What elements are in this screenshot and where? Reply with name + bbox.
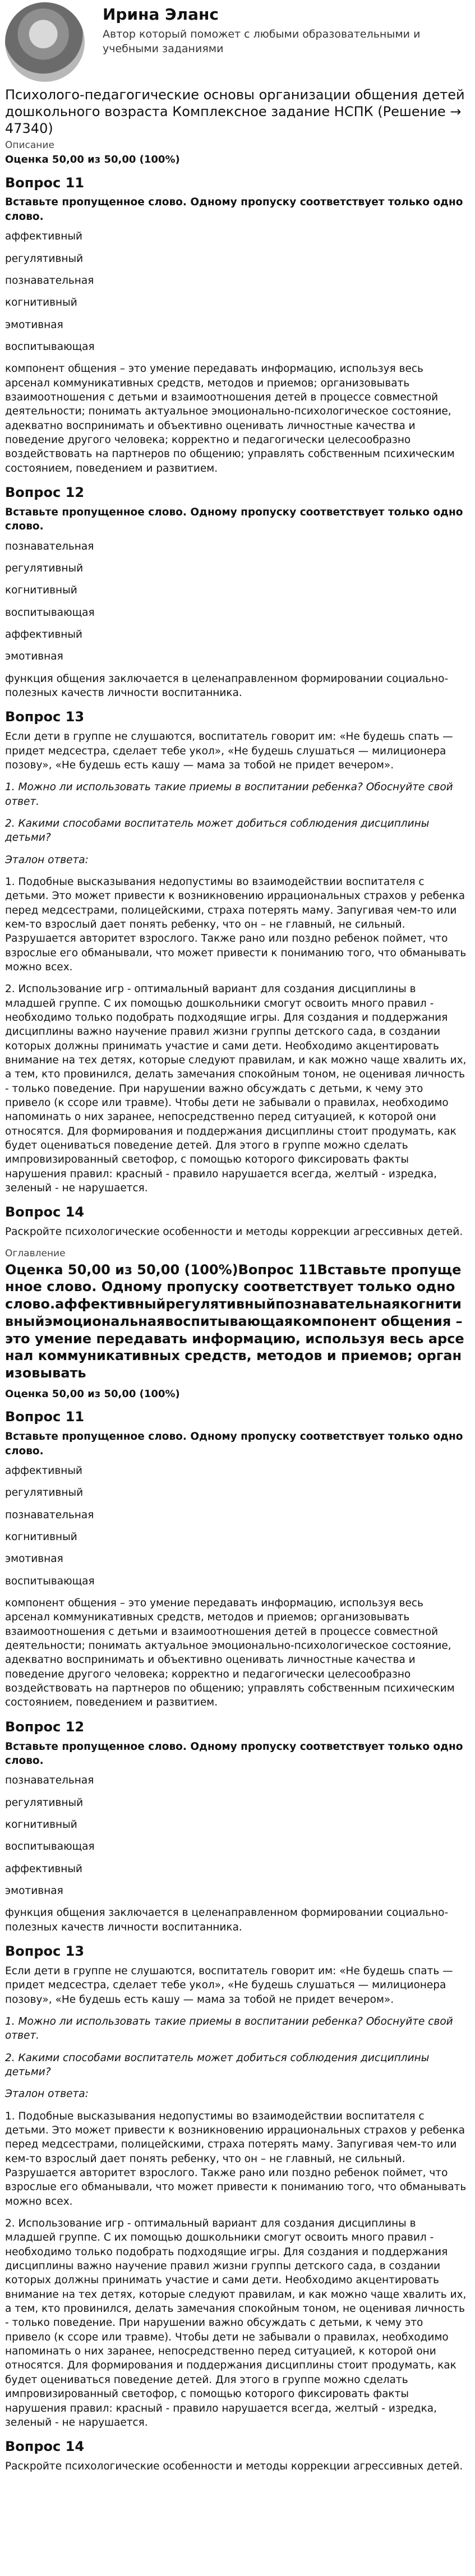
answer-label: Эталон ответа: (5, 854, 89, 866)
question-title: Вопрос 12 (5, 484, 85, 500)
document-title: Психолого-педагогические основы организации общения детей дошкольного возраста Комплексное задание НСПК (Решение → 47340) (5, 87, 465, 136)
author-info (103, 2, 467, 56)
option-item: когнитивный (5, 1531, 77, 1543)
question-prompt: Вставьте пропущенное слово. Одному пропуску соответствует только одно слово. (5, 506, 463, 533)
option-item: эмотивная (5, 1553, 63, 1565)
option-item: аффективный (5, 628, 82, 640)
score-text-repeat: Оценка 50,00 из 50,00 (100%) (5, 1388, 180, 1400)
sub-question: 1. Можно ли использовать такие приемы в воспитании ребенка? Обоснуйте свой ответ. (5, 2015, 453, 2042)
score-text: Оценка 50,00 из 50,00 (100%) (5, 153, 180, 165)
question-title: Вопрос 13 (5, 1943, 85, 1959)
option-item: аффективный (5, 1863, 82, 1875)
option-item: регулятивный (5, 1487, 84, 1499)
question-intro: Если дети в группе не слушаются, воспитатель говорит им: «Не будешь спать — придет медсестра, сделает тебе укол», «Не будешь слушаться — милиционера позову», «Не будешь есть кашу — мама за тобой не придет вечером». (5, 1965, 453, 2006)
question-text: компонент общения – это умение передавать информацию, используя весь арсенал коммуникативных средств, методов и приемов; организовывать взаимоотношения с детьми и взаимоотношения детей в процессе совместной деятельности; понимать актуальное эмоционально-психологическое состояние, адекватно воспринимать и объективно оценивать личностные качества и поведение другого человека; корректно и педагогически целесообразно воздействовать на партнеров по общению; управлять собственным психическим состоянием, поведением и развитием. (5, 1597, 455, 1709)
option-item: когнитивный (5, 1818, 77, 1831)
answer-text: 2. Использование игр - оптимальный вариант для создания дисциплины в младшей группе. С их помощью дошкольники смогут освоить много правил - необходимо только подобрать подходящие игры. Для создания и поддержания дисциплины важно научение правил жизни группы детского сада, в создании которых должны принимать участие и сами дети. Необходимо акцентировать внимание на тех детях, которые следуют правилам, и как можно чаще хвалить их, а тем, кто провинился, делать замечания спокойным тоном, не оценивая личность - только поведение. При нарушении важно обсуждать с детьми, к чему это привело (к ссоре или травме). Чтобы дети не забывали о правилах, необходимо напоминать о них заранее, непосредственно перед ситуацией, к которой они относятся. Для формирования и поддержания дисциплины стоит продумать, как будет оцениваться поведение детей. Для этого в группе можно сделать импровизированный светофор, с помощью которого фиксировать факты нарушения правил: красный - правило нарушается всегда, желтый - изредка, зеленый - не нарушается. (5, 983, 467, 1195)
question-text: функция общения заключается в целенаправленном формировании социально-полезных качеств личности воспитанника. (5, 1907, 449, 1933)
option-item: эмотивная (5, 319, 63, 331)
answer-text: 1. Подобные высказывания недопустимы во взаимодействии воспитателя с детьми. Это может привести к возникновению иррациональных страхов у ребенка перед медсестрами, полицейскими, страха потерять маму. Запугивая чем-то или кем-то взрослый дает понять ребенку, что он – не главный, не сильный. Разрушается авторитет взрослого. Также рано или поздно ребенок поймет, что взрослые его обманывали, что может привести к пониманию того, что обманывать можно всех. (5, 875, 467, 973)
author-description: Автор который поможет с любыми образовательными и учебными заданиями (103, 28, 421, 55)
option-item: аффективный (5, 231, 82, 243)
question-intro: Если дети в группе не слушаются, воспитатель говорит им: «Не будешь спать — придет медсестра, сделает тебе укол», «Не будешь слушаться — милиционера позову», «Не будешь есть кашу — мама за тобой не придет вечером». (5, 731, 453, 771)
option-item: эмотивная (5, 651, 63, 663)
question-block-12 (5, 483, 467, 700)
question-text: Раскройте психологические особенности и методы коррекции агрессивных детей. (5, 2460, 463, 2473)
option-item: познавательная (5, 1509, 94, 1521)
question-text: Раскройте психологические особенности и методы коррекции агрессивных детей. (5, 1226, 463, 1238)
question-block-14 (5, 1203, 467, 1239)
question-text: компонент общения – это умение передавать информацию, используя весь арсенал коммуникативных средств, методов и приемов; организовывать взаимоотношения с детьми и взаимоотношения детей в процессе совместной деятельности; понимать актуальное эмоционально-психологическое состояние, адекватно воспринимать и объективно оценивать личностные качества и поведение другого человека; корректно и педагогически целесообразно воздействовать на партнеров по общению; управлять собственным психическим состоянием, поведением и развитием. (5, 363, 455, 474)
question-title: Вопрос 11 (5, 174, 85, 191)
question-prompt: Вставьте пропущенное слово. Одному пропуску соответствует только одно слово. (5, 196, 463, 223)
question-text: функция общения заключается в целенаправленном формировании социально-полезных качеств личности воспитанника. (5, 672, 449, 699)
answer-text: 1. Подобные высказывания недопустимы во взаимодействии воспитателя с детьми. Это может привести к возникновению иррациональных страхов у ребенка перед медсестрами, полицейскими, страха потерять маму. Запугивая чем-то или кем-то взрослый дает понять ребенку, что он – не главный, не сильный. Разрушается авторитет взрослого. Также рано или поздно ребенок поймет, что взрослые его обманывали, что может привести к пониманию того, что обманывать можно всех. (5, 2110, 467, 2208)
sub-question: 2. Какими способами воспитатель может добиться соблюдения дисциплины детьми? (5, 817, 430, 844)
question-title: Вопрос 13 (5, 709, 85, 725)
sub-question: 2. Какими способами воспитатель может добиться соблюдения дисциплины детьми? (5, 2052, 430, 2078)
toc-line: Оценка 50,00 из 50,00 (100%)Вопрос 11Вставьте пропущенное слово. Одному пропуску соответствует только одно слово.аффективныйрегулятивныйпознавательнаякогнитивныйэмоциональнаявоспитывающаякомпонент общения – это умение передавать информацию, используя весь арсенал коммуникативных средств, методов и приемов; организовывать (5, 1261, 464, 1381)
question-block-11 (5, 174, 467, 476)
option-item: регулятивный (5, 562, 84, 574)
question-block-13 (5, 708, 467, 1195)
description-label: Описание (5, 140, 54, 151)
avatar-icon[interactable] (5, 2, 85, 82)
sub-question: 1. Можно ли использовать такие приемы в воспитании ребенка? Обоснуйте свой ответ. (5, 781, 453, 808)
question-block-12-copy (5, 1718, 467, 1934)
author-name[interactable]: Ирина Эланс (103, 5, 219, 24)
option-item: познавательная (5, 540, 94, 552)
question-block-11-copy (5, 1408, 467, 1709)
question-title: Вопрос 14 (5, 1204, 85, 1220)
author-block (5, 0, 467, 82)
option-item: познавательная (5, 274, 94, 287)
question-block-13-copy (5, 1942, 467, 2430)
option-item: эмотивная (5, 1884, 63, 1897)
option-item: воспитывающая (5, 1575, 95, 1587)
question-block-14-copy (5, 2437, 467, 2473)
question-title: Вопрос 11 (5, 1409, 85, 1425)
option-item: когнитивный (5, 297, 77, 309)
option-item: регулятивный (5, 1796, 84, 1809)
answer-text: 2. Использование игр - оптимальный вариант для создания дисциплины в младшей группе. С их помощью дошкольники смогут освоить много правил - необходимо только подобрать подходящие игры. Для создания и поддержания дисциплины важно научение правил жизни группы детского сада, в создании которых должны принимать участие и сами дети. Необходимо акцентировать внимание на тех детях, которые следуют правилам, и как можно чаще хвалить их, а тем, кто провинился, делать замечания спокойным тоном, не оценивая личность - только поведение. При нарушении важно обсуждать с детьми, к чему это привело (к ссоре или травме). Чтобы дети не забывали о правилах, необходимо напоминать о них заранее, непосредственно перед ситуацией, к которой они относятся. Для формирования и поддержания дисциплины стоит продумать, как будет оцениваться поведение детей. Для этого в группе можно сделать импровизированный светофор, с помощью которого фиксировать факты нарушения правил: красный - правило нарушается всегда, желтый - изредка, зеленый - не нарушается. (5, 2218, 467, 2428)
option-item: когнитивный (5, 584, 77, 597)
answer-label: Эталон ответа: (5, 2088, 89, 2100)
question-title: Вопрос 12 (5, 1718, 85, 1735)
question-title: Вопрос 14 (5, 2439, 85, 2455)
option-item: воспитывающая (5, 340, 95, 353)
option-item: регулятивный (5, 252, 84, 265)
option-item: познавательная (5, 1775, 94, 1787)
option-item: аффективный (5, 1464, 82, 1477)
toc-label: Оглавление (5, 1247, 66, 1259)
question-prompt: Вставьте пропущенное слово. Одному пропуску соответствует только одно слово. (5, 1431, 463, 1457)
option-item: воспитывающая (5, 1841, 95, 1853)
question-prompt: Вставьте пропущенное слово. Одному пропуску соответствует только одно слово. (5, 1740, 463, 1767)
option-item: воспитывающая (5, 606, 95, 619)
